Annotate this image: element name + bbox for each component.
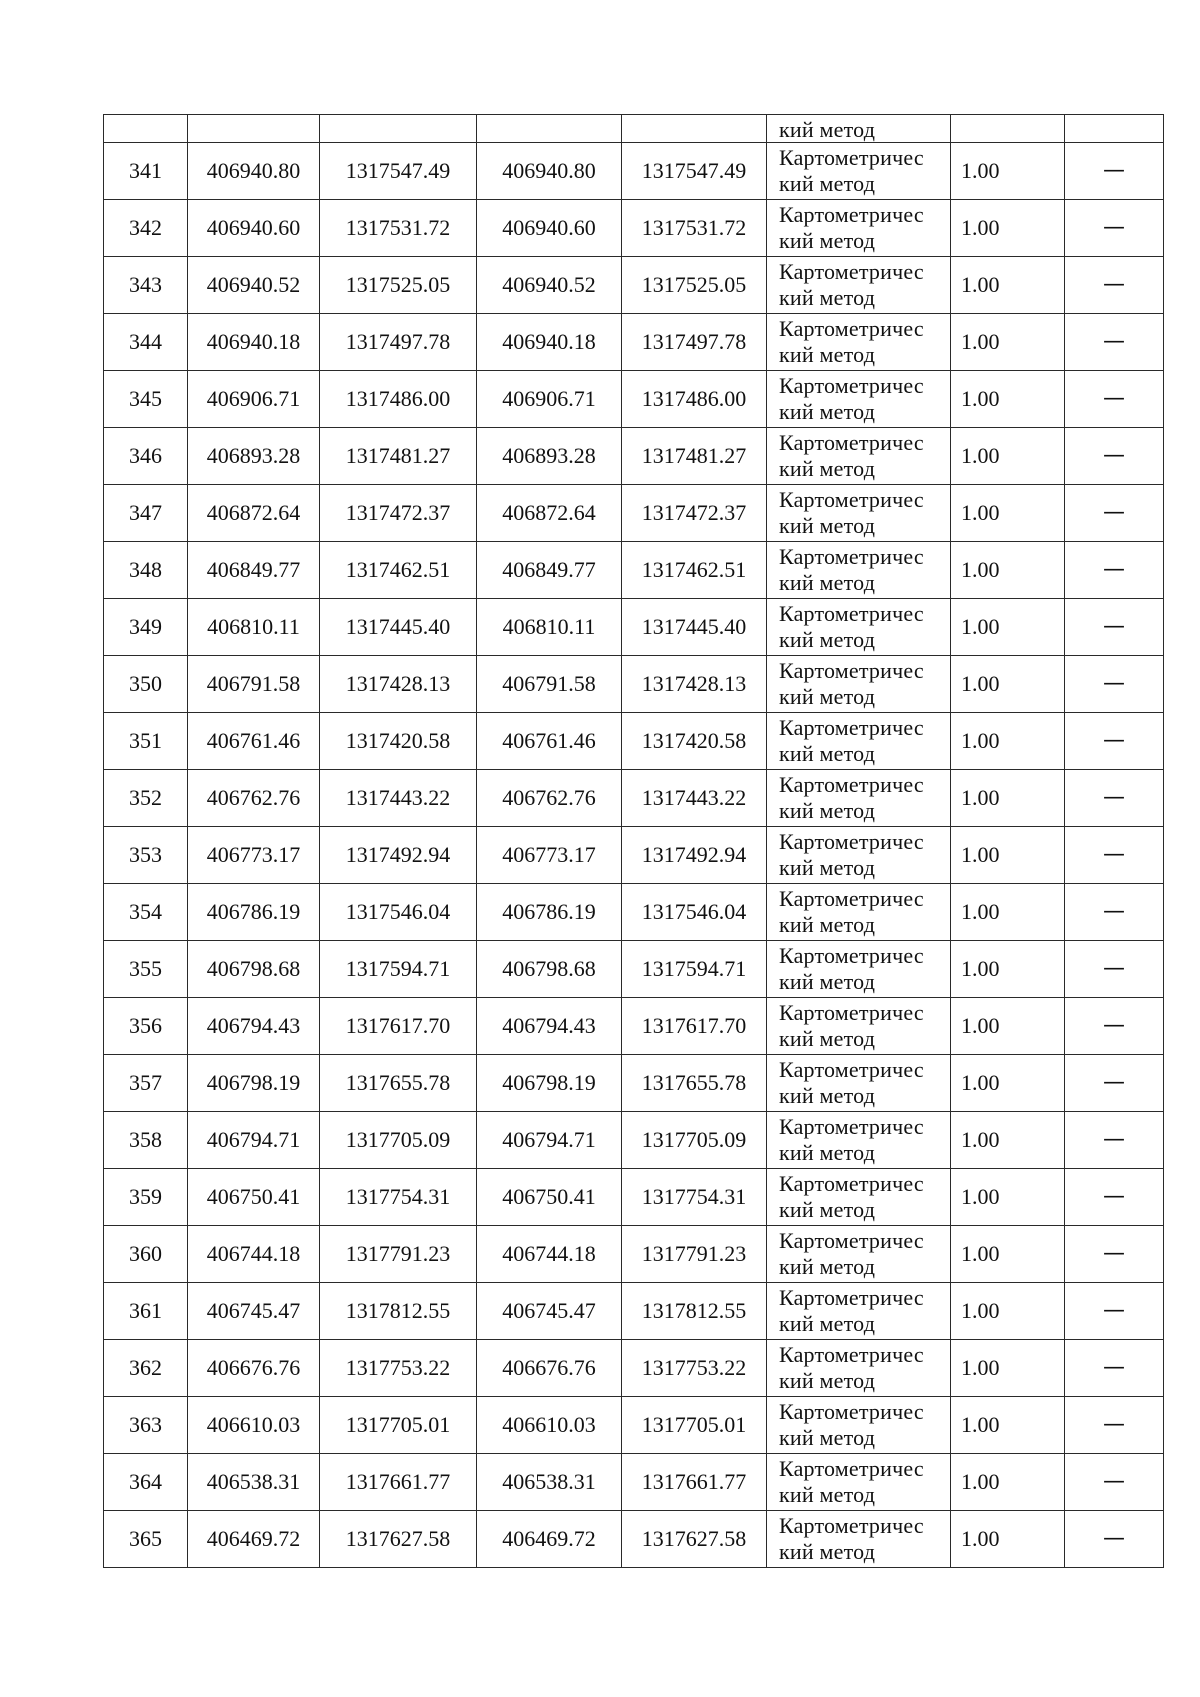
table-row [104, 314, 1164, 371]
method-line-2: кий метод [779, 171, 876, 196]
cell-x-new: 406761.46 [477, 713, 622, 770]
method-line-2: кий метод [779, 1140, 876, 1165]
table-row [104, 542, 1164, 599]
cell-x-existing: 406762.76 [188, 770, 320, 827]
cell-y-new: 1317420.58 [622, 713, 767, 770]
cell-point-number: 357 [104, 1055, 188, 1112]
cell-precision: 1.00 [951, 599, 1065, 656]
cell-method [767, 1397, 951, 1454]
cell-method [767, 998, 951, 1055]
cell-precision: 1.00 [951, 1226, 1065, 1283]
cell-x-new: 406810.11 [477, 599, 622, 656]
cell-method [767, 1226, 951, 1283]
cell-y-existing: 1317525.05 [320, 257, 477, 314]
method-line-1: Картометричес [779, 772, 924, 797]
method-line-2: кий метод [779, 1254, 876, 1279]
cell-y-new: 1317546.04 [622, 884, 767, 941]
table-row [104, 1283, 1164, 1340]
cell-y-existing [320, 115, 477, 143]
cell-y-new: 1317531.72 [622, 200, 767, 257]
cell-y-existing: 1317531.72 [320, 200, 477, 257]
cell-x-existing: 406798.68 [188, 941, 320, 998]
method-line-2: кий метод [779, 1368, 876, 1393]
cell-x-new: 406791.58 [477, 656, 622, 713]
cell-method [767, 770, 951, 827]
cell-point-number: 355 [104, 941, 188, 998]
cell-method [767, 884, 951, 941]
cell-x-existing: 406745.47 [188, 1283, 320, 1340]
method-line-2: кий метод [779, 912, 876, 937]
cell-note: — [1065, 656, 1164, 713]
cell-precision: 1.00 [951, 884, 1065, 941]
cell-note: — [1065, 713, 1164, 770]
cell-method [767, 1511, 951, 1568]
cell-x-new: 406794.43 [477, 998, 622, 1055]
cell-y-existing: 1317754.31 [320, 1169, 477, 1226]
method-line-1: Картометричес [779, 601, 924, 626]
cell-method [767, 599, 951, 656]
cell-note: — [1065, 1169, 1164, 1226]
cell-x-existing: 406849.77 [188, 542, 320, 599]
table-row [104, 998, 1164, 1055]
cell-y-new [622, 115, 767, 143]
method-line-1: Картометричес [779, 202, 924, 227]
cell-note: — [1065, 1397, 1164, 1454]
table-row [104, 884, 1164, 941]
method-line-2: кий метод [779, 1083, 876, 1108]
cell-y-new: 1317655.78 [622, 1055, 767, 1112]
cell-point-number: 353 [104, 827, 188, 884]
cell-precision: 1.00 [951, 713, 1065, 770]
cell-point-number: 356 [104, 998, 188, 1055]
method-line-1: Картометричес [779, 1000, 924, 1025]
cell-y-existing: 1317547.49 [320, 143, 477, 200]
cell-y-existing: 1317486.00 [320, 371, 477, 428]
cell-x-new: 406610.03 [477, 1397, 622, 1454]
cell-method [767, 827, 951, 884]
method-line-1: Картометричес [779, 145, 924, 170]
cell-y-new: 1317547.49 [622, 143, 767, 200]
cell-y-new: 1317753.22 [622, 1340, 767, 1397]
cell-note: — [1065, 542, 1164, 599]
cell-method [767, 1169, 951, 1226]
method-line-2: кий метод [779, 969, 876, 994]
cell-note: — [1065, 1112, 1164, 1169]
method-line-2: кий метод [779, 342, 876, 367]
cell-y-new: 1317705.09 [622, 1112, 767, 1169]
cell-y-new: 1317705.01 [622, 1397, 767, 1454]
cell-point-number: 342 [104, 200, 188, 257]
method-line-1: Картометричес [779, 658, 924, 683]
cell-precision: 1.00 [951, 1112, 1065, 1169]
cell-y-existing: 1317661.77 [320, 1454, 477, 1511]
cell-point-number: 351 [104, 713, 188, 770]
cell-x-new: 406940.52 [477, 257, 622, 314]
method-line-2: кий метод [779, 285, 876, 310]
cell-precision: 1.00 [951, 314, 1065, 371]
table-row [104, 1397, 1164, 1454]
table-row [104, 1055, 1164, 1112]
cell-method [767, 371, 951, 428]
method-line-2: кий метод [779, 228, 876, 253]
cell-y-existing: 1317812.55 [320, 1283, 477, 1340]
table-row [104, 656, 1164, 713]
cell-point-number: 365 [104, 1511, 188, 1568]
method-line-1: Картометричес [779, 487, 924, 512]
cell-y-existing: 1317705.09 [320, 1112, 477, 1169]
cell-precision: 1.00 [951, 1169, 1065, 1226]
cell-x-new: 406872.64 [477, 485, 622, 542]
cell-point-number: 345 [104, 371, 188, 428]
cell-precision: 1.00 [951, 428, 1065, 485]
cell-note: — [1065, 599, 1164, 656]
cell-x-new: 406786.19 [477, 884, 622, 941]
cell-precision: 1.00 [951, 770, 1065, 827]
cell-note: — [1065, 485, 1164, 542]
cell-method [767, 428, 951, 485]
cell-note: — [1065, 1511, 1164, 1568]
cell-note: — [1065, 1226, 1164, 1283]
method-line-1: Картометричес [779, 829, 924, 854]
method-line-1: Картометричес [779, 1399, 924, 1424]
cell-precision: 1.00 [951, 941, 1065, 998]
cell-method [767, 656, 951, 713]
method-line-2: кий метод [779, 1311, 876, 1336]
cell-precision: 1.00 [951, 1055, 1065, 1112]
cell-y-existing: 1317655.78 [320, 1055, 477, 1112]
method-line-1: Картометричес [779, 715, 924, 740]
method-line-1: Картометричес [779, 430, 924, 455]
cell-x-existing: 406940.80 [188, 143, 320, 200]
method-line-2: кий метод [779, 798, 876, 823]
cell-y-existing: 1317462.51 [320, 542, 477, 599]
cell-precision: 1.00 [951, 371, 1065, 428]
cell-method [767, 1112, 951, 1169]
table-row [104, 1454, 1164, 1511]
cell-note: — [1065, 200, 1164, 257]
cell-x-new: 406798.19 [477, 1055, 622, 1112]
cell-x-new: 406798.68 [477, 941, 622, 998]
cell-y-new: 1317445.40 [622, 599, 767, 656]
cell-point-number: 359 [104, 1169, 188, 1226]
method-line-1: Картометричес [779, 1114, 924, 1139]
cell-x-existing: 406940.18 [188, 314, 320, 371]
cell-x-existing: 406940.52 [188, 257, 320, 314]
cell-note [1065, 115, 1164, 143]
cell-y-existing: 1317497.78 [320, 314, 477, 371]
cell-note: — [1065, 371, 1164, 428]
cell-method [767, 1454, 951, 1511]
method-line-2: кий метод [779, 570, 876, 595]
cell-note: — [1065, 770, 1164, 827]
cell-point-number: 348 [104, 542, 188, 599]
continuation-row [104, 115, 1164, 143]
method-line-2: кий метод [779, 1539, 876, 1564]
table-row [104, 827, 1164, 884]
method-line-2: кий метод [779, 399, 876, 424]
cell-x-existing: 406798.19 [188, 1055, 320, 1112]
cell-x-new: 406773.17 [477, 827, 622, 884]
cell-x-new: 406745.47 [477, 1283, 622, 1340]
cell-point-number: 346 [104, 428, 188, 485]
cell-x-new: 406940.18 [477, 314, 622, 371]
cell-x-existing: 406676.76 [188, 1340, 320, 1397]
cell-method [767, 257, 951, 314]
cell-x-existing [188, 115, 320, 143]
cell-y-new: 1317481.27 [622, 428, 767, 485]
table-row [104, 1226, 1164, 1283]
cell-precision: 1.00 [951, 1397, 1065, 1454]
coordinates-table [103, 114, 1164, 1568]
cell-x-new [477, 115, 622, 143]
cell-x-existing: 406773.17 [188, 827, 320, 884]
cell-y-new: 1317497.78 [622, 314, 767, 371]
cell-point-number: 350 [104, 656, 188, 713]
cell-x-new: 406794.71 [477, 1112, 622, 1169]
cell-precision: 1.00 [951, 200, 1065, 257]
cell-precision: 1.00 [951, 1511, 1065, 1568]
method-line-1: Картометричес [779, 1285, 924, 1310]
method-line-2: кий метод [779, 855, 876, 880]
cell-x-new: 406849.77 [477, 542, 622, 599]
cell-x-new: 406744.18 [477, 1226, 622, 1283]
cell-y-new: 1317486.00 [622, 371, 767, 428]
cell-x-existing: 406469.72 [188, 1511, 320, 1568]
cell-note: — [1065, 314, 1164, 371]
cell-note: — [1065, 827, 1164, 884]
cell-point-number: 341 [104, 143, 188, 200]
method-line-1: Картометричес [779, 316, 924, 341]
cell-precision: 1.00 [951, 656, 1065, 713]
cell-y-new: 1317443.22 [622, 770, 767, 827]
cell-y-existing: 1317443.22 [320, 770, 477, 827]
cell-y-existing: 1317546.04 [320, 884, 477, 941]
cell-y-existing: 1317627.58 [320, 1511, 477, 1568]
cell-x-existing: 406906.71 [188, 371, 320, 428]
method-line-1: Картометричес [779, 1342, 924, 1367]
cell-y-existing: 1317753.22 [320, 1340, 477, 1397]
cell-y-existing: 1317791.23 [320, 1226, 477, 1283]
cell-y-new: 1317428.13 [622, 656, 767, 713]
cell-y-existing: 1317481.27 [320, 428, 477, 485]
table-row [104, 770, 1164, 827]
cell-x-existing: 406786.19 [188, 884, 320, 941]
cell-x-existing: 406761.46 [188, 713, 320, 770]
cell-precision: 1.00 [951, 1340, 1065, 1397]
table-row [104, 599, 1164, 656]
method-line-2: кий метод [779, 456, 876, 481]
cell-y-existing: 1317445.40 [320, 599, 477, 656]
cell-x-existing: 406794.71 [188, 1112, 320, 1169]
cell-x-new: 406940.80 [477, 143, 622, 200]
method-line-1: Картометричес [779, 1513, 924, 1538]
method-line-1: Картометричес [779, 1171, 924, 1196]
cell-note: — [1065, 1055, 1164, 1112]
cell-y-new: 1317492.94 [622, 827, 767, 884]
cell-precision: 1.00 [951, 827, 1065, 884]
cell-x-new: 406469.72 [477, 1511, 622, 1568]
method-line-1: Картометричес [779, 1228, 924, 1253]
cell-point-number: 361 [104, 1283, 188, 1340]
cell-y-existing: 1317472.37 [320, 485, 477, 542]
cell-x-existing: 406610.03 [188, 1397, 320, 1454]
method-line-2: кий метод [779, 741, 876, 766]
cell-x-existing: 406750.41 [188, 1169, 320, 1226]
cell-method [767, 1055, 951, 1112]
table-row [104, 713, 1164, 770]
cell-note: — [1065, 884, 1164, 941]
cell-x-new: 406940.60 [477, 200, 622, 257]
cell-point-number: 363 [104, 1397, 188, 1454]
table-row [104, 143, 1164, 200]
method-line-2: кий метод [779, 1425, 876, 1450]
table-row [104, 485, 1164, 542]
cell-x-existing: 406538.31 [188, 1454, 320, 1511]
cell-y-new: 1317472.37 [622, 485, 767, 542]
method-line-1: Картометричес [779, 259, 924, 284]
cell-note: — [1065, 257, 1164, 314]
table-row [104, 428, 1164, 485]
cell-x-new: 406893.28 [477, 428, 622, 485]
cell-x-new: 406906.71 [477, 371, 622, 428]
cell-y-new: 1317525.05 [622, 257, 767, 314]
table-row [104, 941, 1164, 998]
cell-x-new: 406676.76 [477, 1340, 622, 1397]
cell-x-existing: 406744.18 [188, 1226, 320, 1283]
method-line-2: кий метод [779, 1197, 876, 1222]
cell-point-number: 358 [104, 1112, 188, 1169]
cell-x-existing: 406893.28 [188, 428, 320, 485]
cell-method [767, 485, 951, 542]
method-line-2: кий метод [779, 627, 876, 652]
cell-x-existing: 406794.43 [188, 998, 320, 1055]
method-line-2: кий метод [779, 1482, 876, 1507]
cell-y-new: 1317617.70 [622, 998, 767, 1055]
cell-method: кий метод [767, 115, 951, 143]
table-row [104, 371, 1164, 428]
cell-y-existing: 1317428.13 [320, 656, 477, 713]
method-line-2: кий метод [779, 513, 876, 538]
cell-y-existing: 1317420.58 [320, 713, 477, 770]
table-row [104, 1112, 1164, 1169]
cell-y-new: 1317791.23 [622, 1226, 767, 1283]
cell-point-number: 364 [104, 1454, 188, 1511]
cell-x-new: 406750.41 [477, 1169, 622, 1226]
cell-method [767, 713, 951, 770]
cell-method [767, 1340, 951, 1397]
cell-point-number: 347 [104, 485, 188, 542]
cell-method [767, 542, 951, 599]
cell-precision: 1.00 [951, 542, 1065, 599]
method-line-1: Картометричес [779, 886, 924, 911]
cell-precision: 1.00 [951, 485, 1065, 542]
cell-precision: 1.00 [951, 143, 1065, 200]
cell-x-existing: 406791.58 [188, 656, 320, 713]
cell-point-number: 349 [104, 599, 188, 656]
cell-x-new: 406538.31 [477, 1454, 622, 1511]
table-body [104, 115, 1164, 1568]
cell-method [767, 143, 951, 200]
method-line-1: Картометричес [779, 1057, 924, 1082]
cell-x-existing: 406872.64 [188, 485, 320, 542]
cell-y-existing: 1317617.70 [320, 998, 477, 1055]
cell-point-number: 344 [104, 314, 188, 371]
cell-y-new: 1317462.51 [622, 542, 767, 599]
cell-method [767, 200, 951, 257]
table-row [104, 257, 1164, 314]
cell-note: — [1065, 1340, 1164, 1397]
method-line-1: Картометричес [779, 373, 924, 398]
cell-point-number: 360 [104, 1226, 188, 1283]
table-row [104, 1340, 1164, 1397]
cell-note: — [1065, 1283, 1164, 1340]
method-line-1: Картометричес [779, 544, 924, 569]
cell-y-new: 1317627.58 [622, 1511, 767, 1568]
cell-y-new: 1317661.77 [622, 1454, 767, 1511]
cell-precision: 1.00 [951, 257, 1065, 314]
cell-note: — [1065, 428, 1164, 485]
table-row [104, 1511, 1164, 1568]
cell-note: — [1065, 998, 1164, 1055]
table-row [104, 1169, 1164, 1226]
table-row [104, 200, 1164, 257]
method-line-2: кий метод [779, 1026, 876, 1051]
cell-point-number: 352 [104, 770, 188, 827]
cell-note: — [1065, 941, 1164, 998]
cell-y-new: 1317594.71 [622, 941, 767, 998]
cell-point-number [104, 115, 188, 143]
cell-x-existing: 406940.60 [188, 200, 320, 257]
cell-y-existing: 1317705.01 [320, 1397, 477, 1454]
cell-y-new: 1317754.31 [622, 1169, 767, 1226]
cell-point-number: 362 [104, 1340, 188, 1397]
cell-point-number: 354 [104, 884, 188, 941]
cell-y-new: 1317812.55 [622, 1283, 767, 1340]
method-line-1: Картометричес [779, 1456, 924, 1481]
cell-x-new: 406762.76 [477, 770, 622, 827]
cell-point-number: 343 [104, 257, 188, 314]
method-line-1: Картометричес [779, 943, 924, 968]
method-line-2: кий метод [779, 684, 876, 709]
cell-note: — [1065, 1454, 1164, 1511]
cell-y-existing: 1317492.94 [320, 827, 477, 884]
cell-y-existing: 1317594.71 [320, 941, 477, 998]
cell-method [767, 941, 951, 998]
cell-method [767, 314, 951, 371]
cell-x-existing: 406810.11 [188, 599, 320, 656]
cell-precision: 1.00 [951, 1283, 1065, 1340]
cell-precision: 1.00 [951, 998, 1065, 1055]
cell-precision [951, 115, 1065, 143]
cell-note: — [1065, 143, 1164, 200]
cell-precision: 1.00 [951, 1454, 1065, 1511]
cell-method [767, 1283, 951, 1340]
